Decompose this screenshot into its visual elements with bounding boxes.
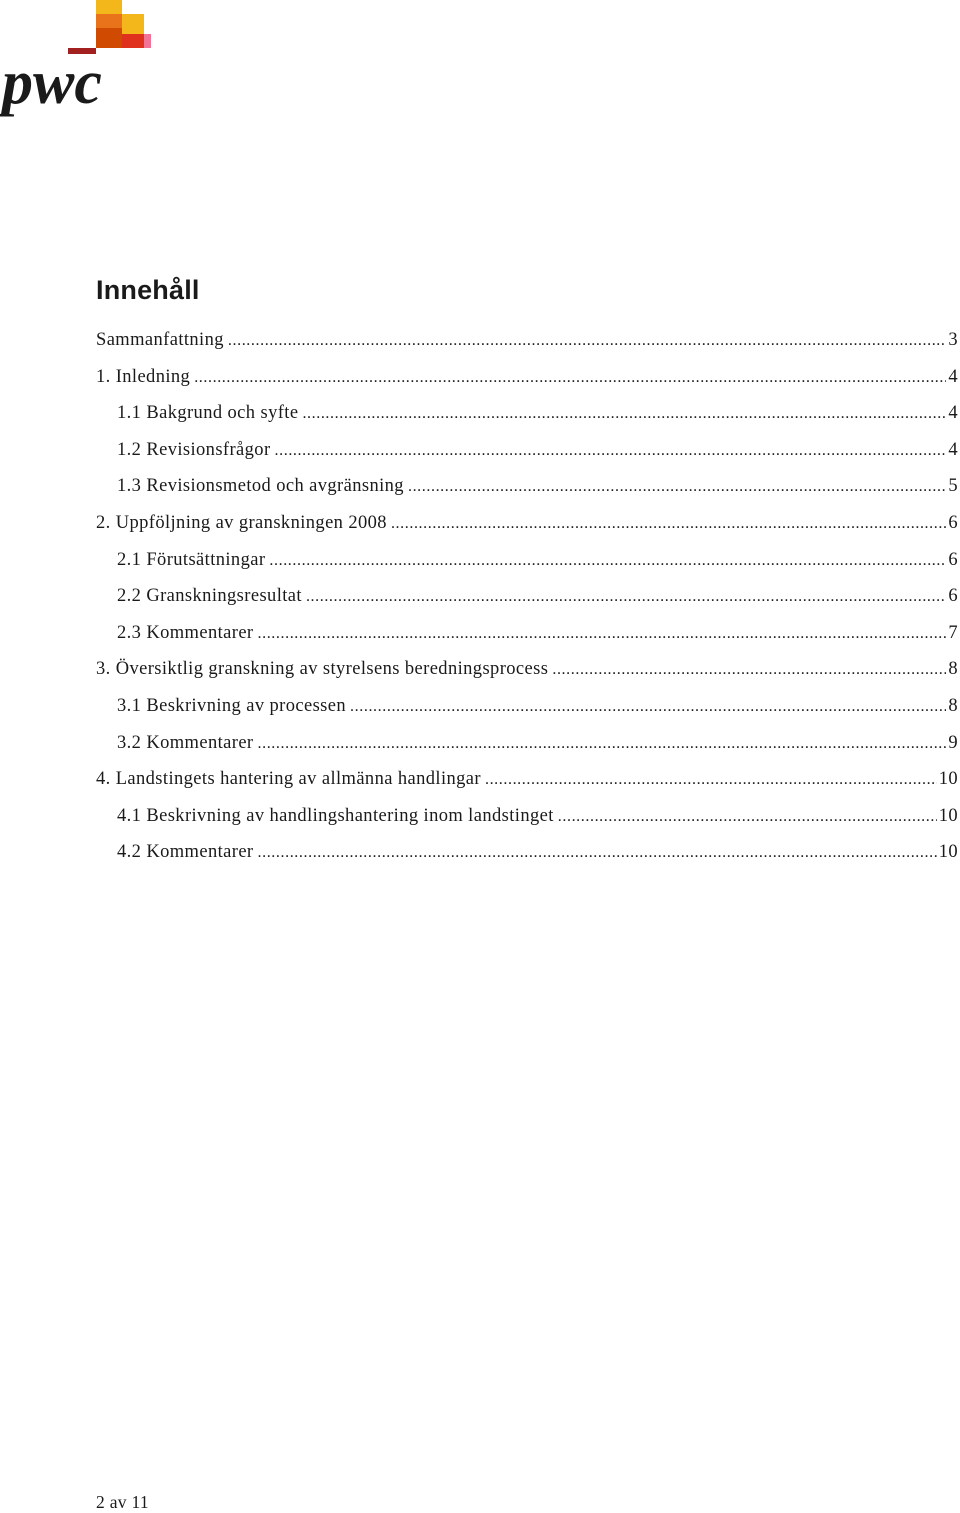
toc-dot-leader	[350, 692, 946, 722]
toc-entry-page: 4	[948, 439, 958, 460]
pwc-logo-mark	[0, 0, 160, 120]
toc-dot-leader	[558, 802, 937, 832]
toc-dot-leader	[258, 729, 947, 759]
toc-entry-page: 5	[948, 476, 958, 497]
toc-heading: Innehåll	[96, 275, 200, 305]
toc-entry-page: 10	[938, 842, 958, 863]
toc-entry-page: 10	[938, 769, 958, 790]
toc-entry-label: 2.3 Kommentarer	[117, 622, 254, 643]
toc-entry[interactable]	[96, 801, 960, 838]
toc-entry-label: 1.3 Revisionsmetod och avgränsning	[117, 476, 404, 497]
toc-entry-label: Sammanfattning	[96, 330, 224, 350]
toc-entry[interactable]	[96, 691, 960, 728]
toc-dot-leader	[302, 399, 946, 429]
toc-entry-label: 3. Översiktlig granskning av styrelsens beredningsprocess	[96, 659, 549, 680]
toc-dot-leader	[194, 363, 946, 393]
toc-entry-label: 1.1 Bakgrund och syfte	[117, 403, 299, 424]
toc-entry-label: 4.1 Beskrivning av handlingshantering inom landstinget	[117, 805, 554, 826]
pwc-logo	[0, 0, 160, 120]
toc-dot-leader	[258, 619, 947, 649]
toc-entry[interactable]	[96, 581, 960, 618]
toc-dot-leader	[228, 326, 946, 356]
toc-dot-leader	[552, 655, 946, 685]
toc-entry-page: 10	[938, 805, 958, 826]
toc-entry[interactable]	[96, 764, 960, 801]
toc-entry[interactable]	[96, 837, 960, 874]
toc-entry[interactable]	[96, 654, 960, 691]
toc-entry[interactable]	[96, 398, 960, 435]
toc-entry-page: 4	[948, 366, 958, 387]
toc-entry-page: 7	[948, 622, 958, 643]
toc-entry-label: 4.2 Kommentarer	[117, 842, 254, 863]
toc-entry-page: 6	[948, 586, 958, 607]
toc-entry[interactable]	[96, 618, 960, 655]
toc-entry-label: 2.1 Förutsättningar	[117, 549, 266, 570]
toc-entry[interactable]	[96, 362, 960, 399]
toc-entry-label: 2.2 Granskningsresultat	[117, 586, 302, 607]
toc-entry-label: 1. Inledning	[96, 366, 191, 387]
toc-dot-leader	[269, 546, 946, 576]
toc-entry-label: 2. Uppföljning av granskningen 2008	[96, 512, 387, 533]
toc-entry[interactable]	[96, 325, 960, 362]
toc-entry-page: 9	[948, 732, 958, 753]
page-number: 2 av 11	[96, 1492, 149, 1512]
toc-entry-page: 3	[948, 330, 958, 350]
toc-entry-label: 1.2 Revisionsfrågor	[117, 439, 271, 460]
toc-entry-page: 6	[948, 549, 958, 570]
toc-entry[interactable]	[96, 728, 960, 765]
toc-dot-leader	[275, 436, 947, 466]
toc-dot-leader	[408, 472, 946, 502]
toc-dot-leader	[258, 838, 937, 868]
toc-dot-leader	[306, 582, 946, 612]
pwc-logo-text: pwc	[2, 49, 102, 117]
toc-entry-label: 4. Landstingets hantering av allmänna handlingar	[96, 769, 481, 790]
toc-entry[interactable]	[96, 435, 960, 472]
toc-entry-page: 4	[948, 403, 958, 424]
toc-entry-page: 8	[948, 659, 958, 680]
toc-dot-leader	[485, 765, 937, 795]
toc-entry-label: 3.2 Kommentarer	[117, 732, 254, 753]
toc-dot-leader	[391, 509, 946, 539]
toc-entry[interactable]	[96, 545, 960, 582]
toc-entry[interactable]	[96, 508, 960, 545]
toc-entry[interactable]	[96, 471, 960, 508]
toc-entry-page: 6	[948, 512, 958, 533]
toc-entry-page: 8	[948, 695, 958, 716]
toc-entry-label: 3.1 Beskrivning av processen	[117, 695, 347, 716]
table-of-contents	[96, 325, 960, 874]
